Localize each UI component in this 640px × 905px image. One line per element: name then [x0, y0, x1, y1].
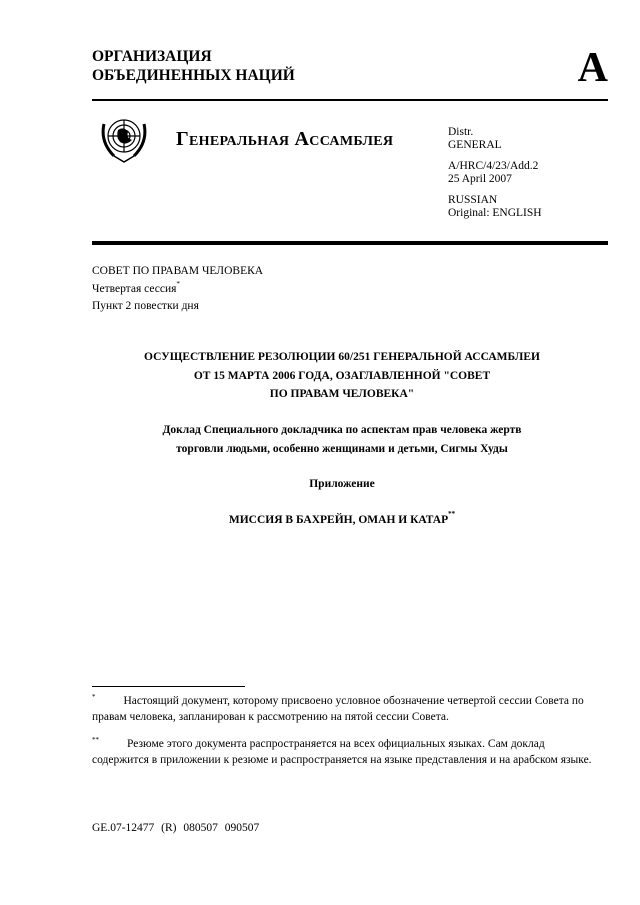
report-subtitle: [92, 421, 592, 458]
footnote-divider: [92, 686, 245, 687]
series-letter: A: [577, 45, 608, 91]
mission-heading: [92, 511, 592, 530]
top-divider: [92, 99, 608, 101]
session: Четвертая сессия: [92, 282, 177, 295]
org-line-2: ОБЪЕДИНЕННЫХ НАЦИЙ: [92, 67, 295, 84]
document-symbol: A/HRC/4/23/Add.2: [448, 160, 539, 172]
title-line: ПО ПРАВАМ ЧЕЛОВЕКА": [269, 388, 415, 400]
agenda-item: Пункт 2 повестки дня: [92, 300, 199, 312]
document-job-number: GE.07-12477 (R) 080507 090507: [92, 822, 260, 834]
session-info: [92, 263, 263, 316]
title-line: ОСУЩЕСТВЛЕНИЕ РЕЗОЛЮЦИИ 60/251 ГЕНЕРАЛЬНОЙ АССАМБЛЕИ: [144, 351, 540, 363]
header-divider: [92, 241, 608, 245]
title-line: ОТ 15 МАРТА 2006 ГОДА, ОЗАГЛАВЛЕННОЙ "СОВЕТ: [193, 369, 491, 382]
original-language: Original: ENGLISH: [448, 207, 542, 219]
footnote-ref[interactable]: **: [448, 510, 456, 518]
footnote: [92, 737, 602, 768]
footnote-text: Настоящий документ, которому присвоено условное обозначение четвертой сессии Совета по правам человека, запланирован к рассмотрению на пятой сессии Совета.: [92, 695, 584, 723]
footnote-ref[interactable]: *: [176, 279, 180, 288]
general-assembly-title: Генеральная Ассамблея: [176, 128, 394, 150]
document-date: 25 April 2007: [448, 173, 512, 185]
document-language: RUSSIAN: [448, 194, 498, 206]
footnote-mark: *: [92, 693, 96, 701]
organization-name: [92, 47, 295, 85]
mission-text: МИССИЯ В БАХРЕЙН, ОМАН И КАТАР: [228, 514, 449, 526]
document-metadata: [448, 126, 542, 220]
council-name: СОВЕТ ПО ПРАВАМ ЧЕЛОВЕКА: [92, 265, 264, 277]
subtitle-line: торговли людьми, особенно женщинами и детьми, Сигмы Худы: [176, 442, 508, 455]
annex-heading: Приложение: [309, 478, 375, 490]
distribution: GENERAL: [448, 139, 502, 151]
footnote-mark: **: [92, 736, 99, 744]
footnote-text: Резюме этого документа распространяется на всех официальных языках. Сам доклад содержится в приложении к резюме и распространяется на языке представления и на арабском языке.: [92, 738, 592, 766]
document-title: [92, 348, 592, 404]
distr-label: Distr.: [448, 126, 474, 138]
footnote: [92, 694, 602, 725]
session-line: [92, 281, 263, 299]
subtitle-line: Доклад Специального докладчика по аспектам прав человека жертв: [162, 424, 522, 436]
un-emblem-icon: [96, 110, 152, 166]
org-line-1: ОРГАНИЗАЦИЯ: [92, 48, 212, 65]
